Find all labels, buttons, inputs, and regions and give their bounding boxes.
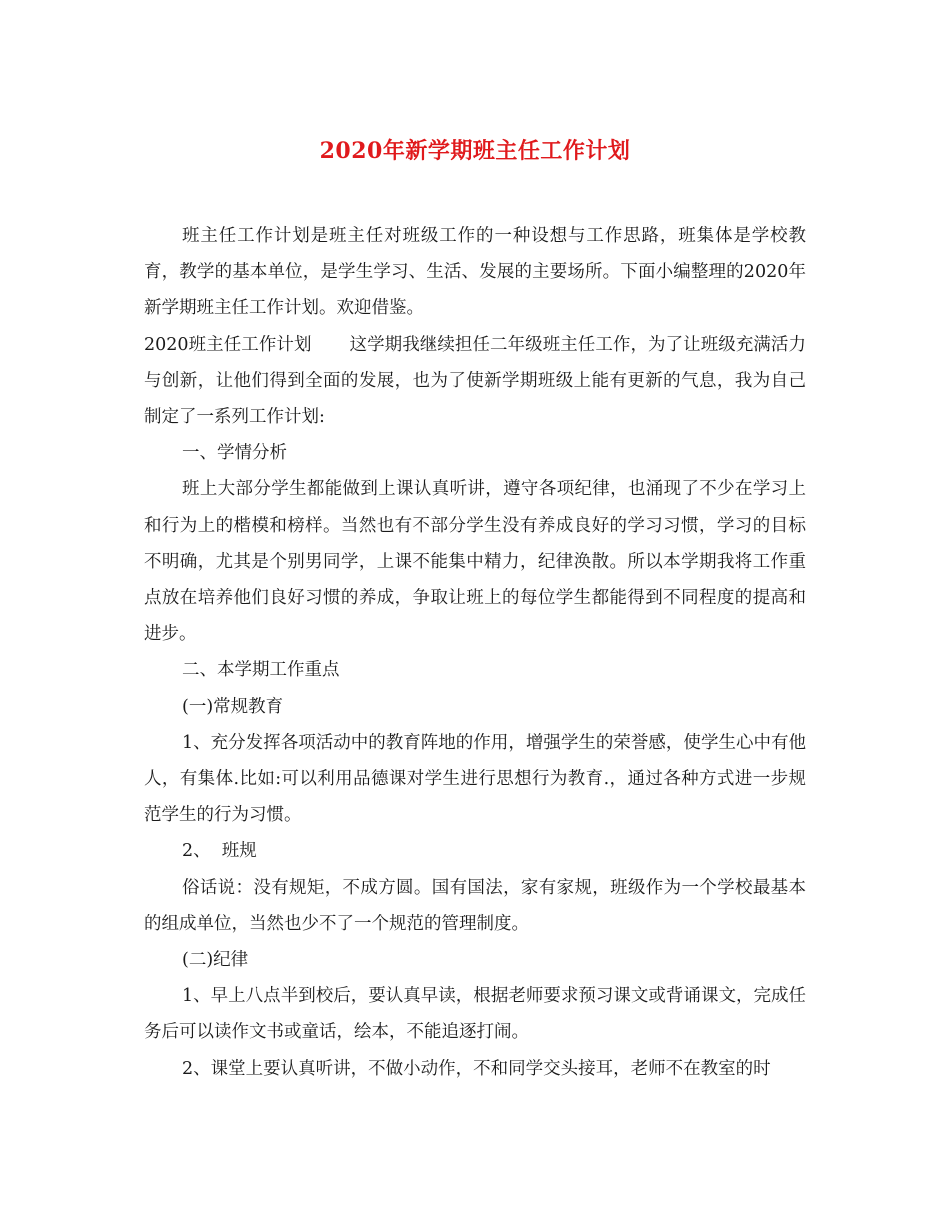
class-rules-paragraph: 俗话说：没有规矩，不成方圆。国有国法，家有家规，班级作为一个学校最基本的组成单位，当然也少不了一个规范的管理制度。 xyxy=(144,877,806,934)
plan-intro-paragraph xyxy=(144,327,806,436)
routine-education-item-2: 2、 班规 xyxy=(182,841,257,862)
student-analysis-paragraph: 班上大部分学生都能做到上课认真听讲，遵守各项纪律，也涌现了不少在学习上和行为上的楷模和榜样。当然也有不部分学生没有养成良好的学习习惯，学习的目标不明确，尤其是个别男同学，上课不能集中精力，纪律涣散。所以本学期我将工作重点放在培养他们良好习惯的养成，争取让班上的每位学生都能得到不同程度的提高和进步。 xyxy=(144,479,806,645)
discipline-item-2: 2、课堂上要认真听讲，不做小动作，不和同学交头接耳，老师不在教室的时 xyxy=(182,1058,771,1079)
heading-term-focus: 二、本学期工作重点 xyxy=(182,660,340,681)
heading-student-analysis: 一、学情分析 xyxy=(182,443,287,464)
discipline-item-1: 1、早上八点半到校后，要认真早读，根据老师要求预习课文或背诵课文，完成任务后可以读作文书或童话，绘本，不能追逐打闹。 xyxy=(144,986,806,1043)
document-title: 2020年新学期班主任工作计划 xyxy=(319,138,631,164)
section-label: 2020班主任工作计划 xyxy=(144,334,312,355)
intro-paragraph: 班主任工作计划是班主任对班级工作的一种设想与工作思路，班集体是学校教育，教学的基本单位，是学生学习、生活、发展的主要场所。下面小编整理的2020年新学期班主任工作计划。欢迎借鉴。 xyxy=(144,226,806,319)
heading-discipline: (二)纪律 xyxy=(182,950,249,971)
routine-education-item-1: 1、充分发挥各项活动中的教育阵地的作用，增强学生的荣誉感，使学生心中有他人，有集体.比如:可以利用品德课对学生进行思想行为教育.，通过各种方式进一步规范学生的行为习惯。 xyxy=(144,732,806,826)
document-body xyxy=(144,218,806,1087)
plan-intro-text: 这学期我继续担任二年级班主任工作，为了让班级充满活力与创新，让他们得到全面的发展，也为了使新学期班级上能有更新的气息，我为自己制定了一系列工作计划: xyxy=(144,334,806,428)
heading-routine-education: (一)常规教育 xyxy=(182,696,284,717)
